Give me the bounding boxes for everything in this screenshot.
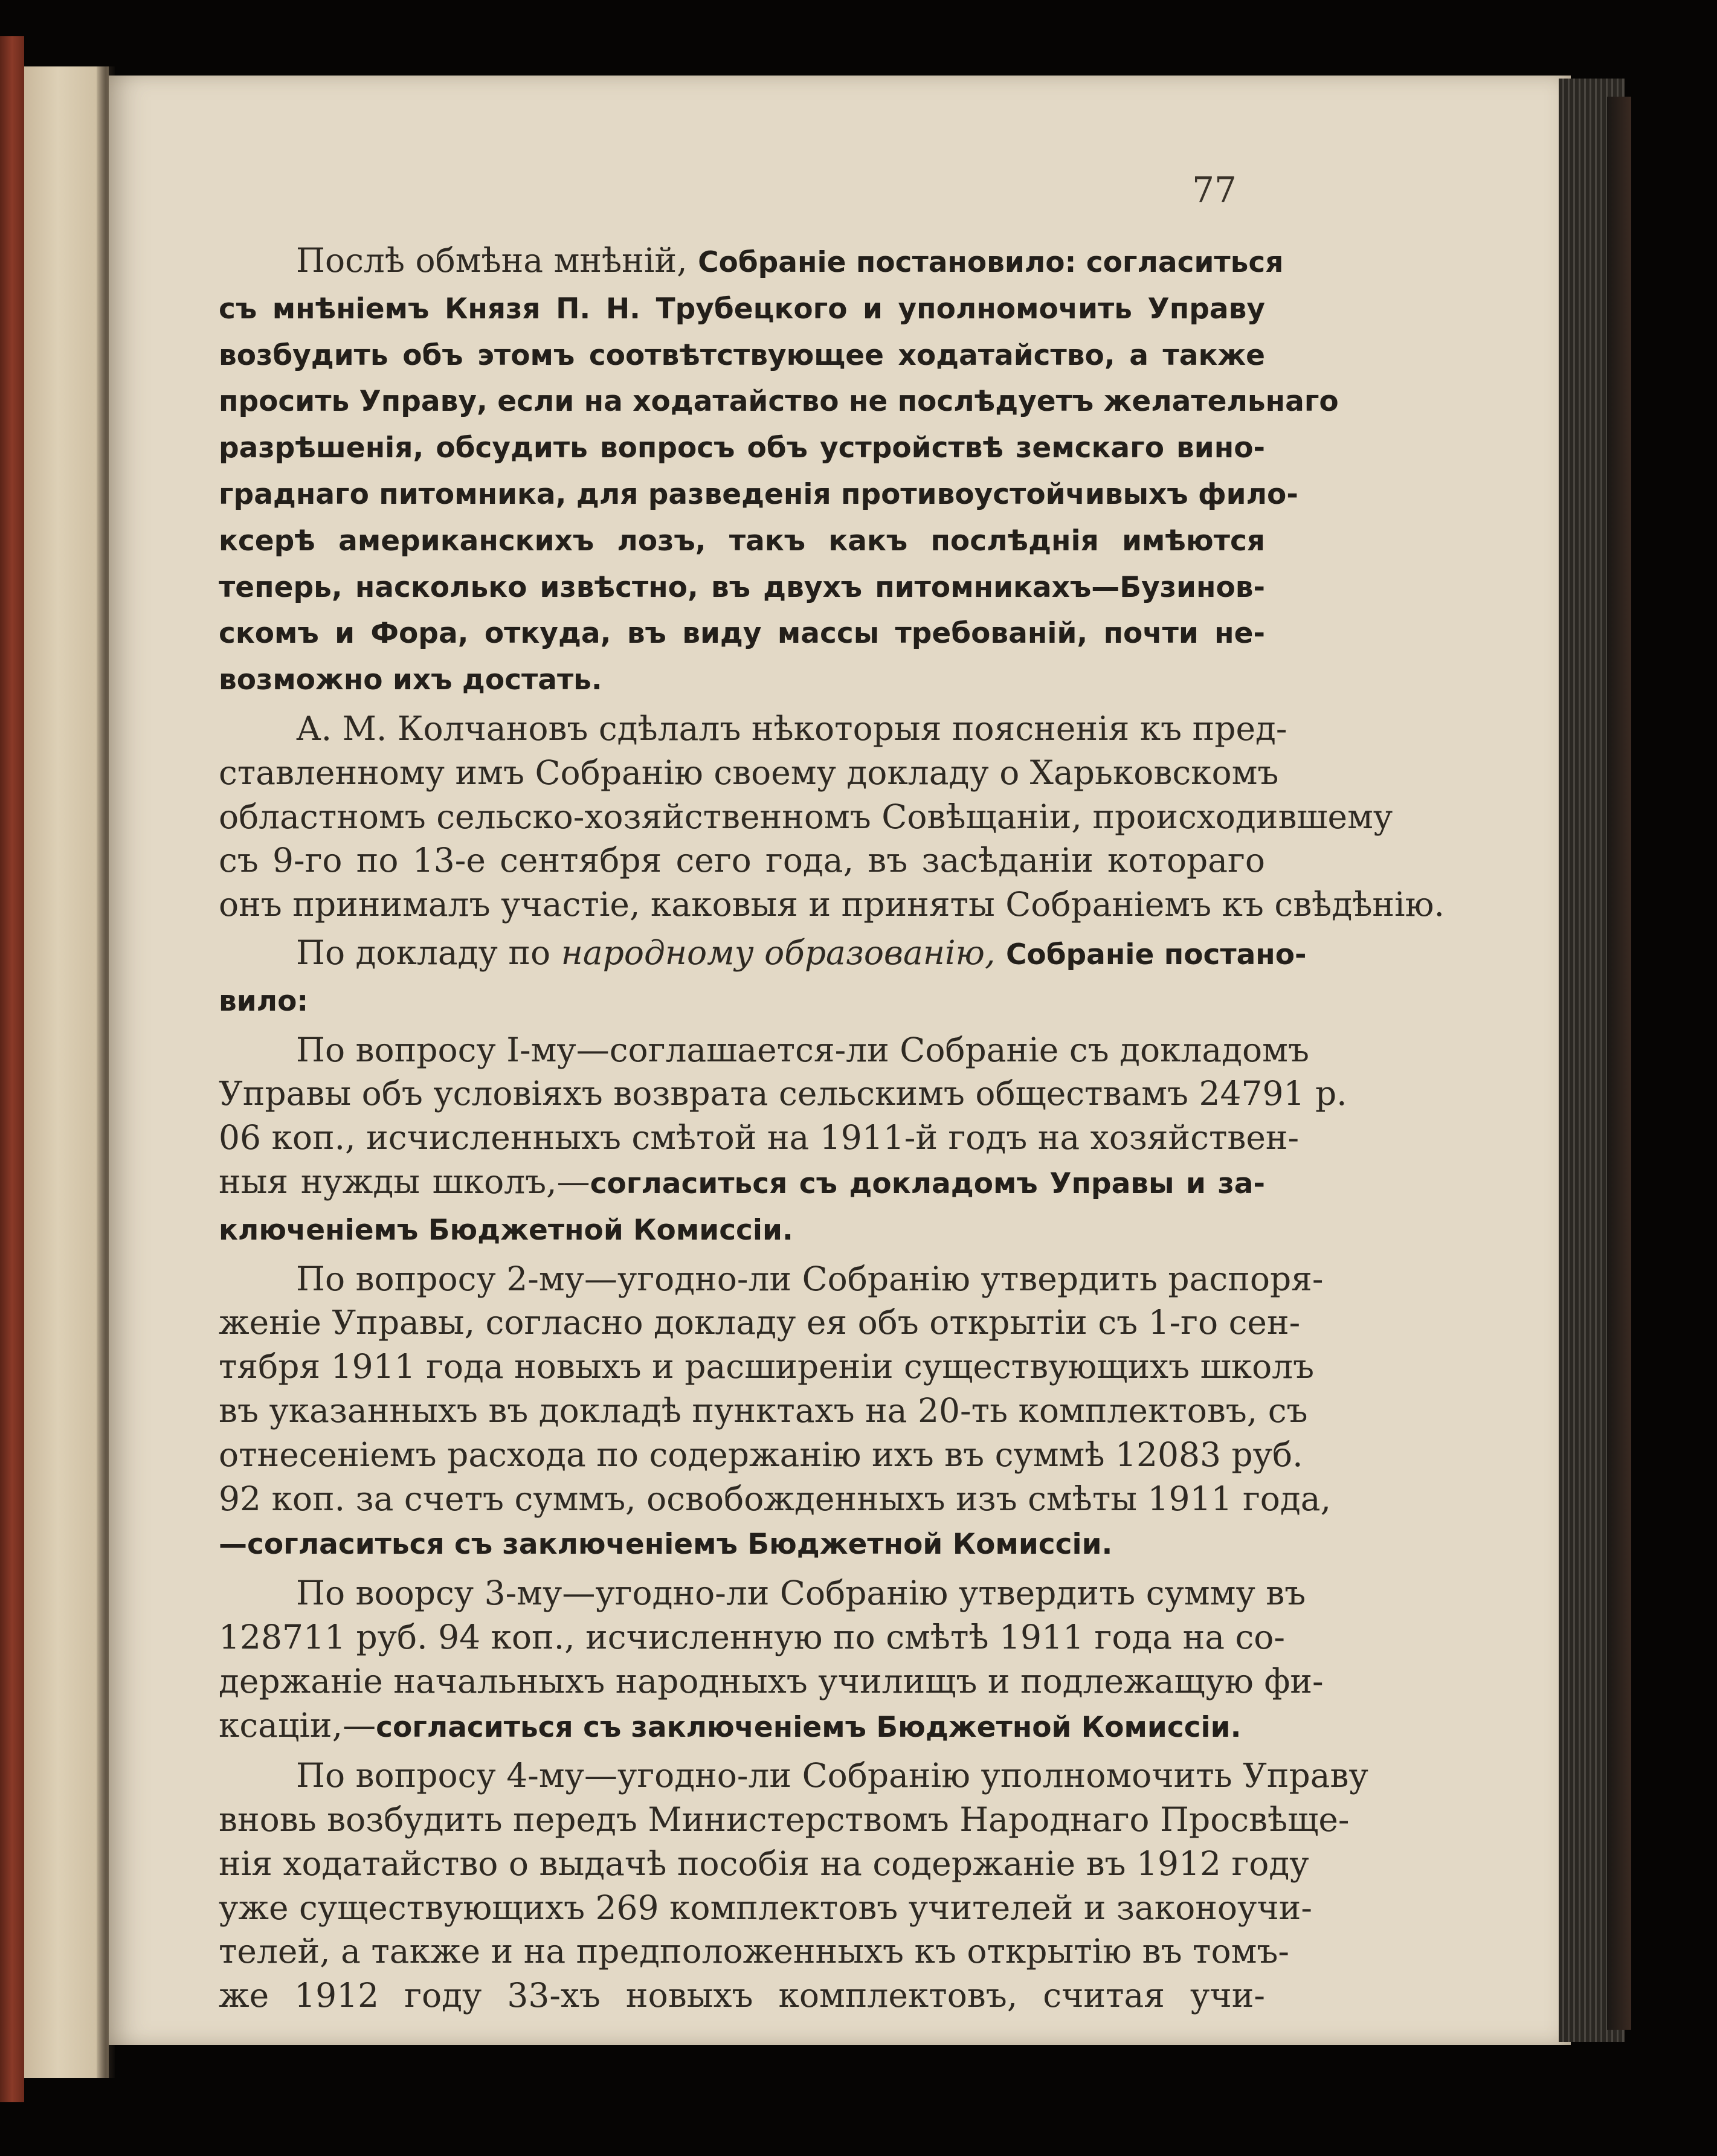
text-line [219,471,1298,517]
text-line: отнесеніемъ расхода по содержанію ихъ въ суммѣ 12083 руб. [219,1435,1303,1474]
bold-text: согласиться съ заключеніемъ Бюджетной Комиссіи. [376,1710,1242,1744]
bold-text: —согласиться съ заключеніемъ Бюджетной Комиссіи. [219,1528,1113,1562]
text-line: 128711 руб. 94 коп., исчисленную по смѣтѣ 1911 года на со- [219,1617,1285,1656]
bold-text: Собраніе постано- [1005,938,1307,971]
paragraph [219,1028,1347,1253]
bold-text: просить Управу, если на ходатайство не послѣдуетъ желательнаго [219,385,1339,419]
text-line: ставленному имъ Собранію своему докладу о Харьковскомъ [219,753,1279,792]
paragraph [219,239,1339,703]
text-line: По вопросу I-му—соглашается-ли Собраніе съ докладомъ [296,1030,1309,1069]
bold-text: разрѣшенія, обсудить вопросъ объ устройствѣ земскаго вино- [219,431,1265,465]
text-line: По воорсу 3-му—угодно-ли Собранію утвердить сумму въ [296,1574,1306,1613]
text-line: вновь возбудить передъ Министерствомъ Народнаго Просвѣще- [219,1800,1350,1839]
text-line: уже существующихъ 269 комплектовъ учителей и законоучи- [219,1888,1312,1927]
bold-text: согласиться съ докладомъ Управы и за- [590,1166,1265,1200]
text-line: же 1912 году 33-хъ новыхъ комплектовъ, считая учи- [219,1976,1265,2015]
text-line: въ указанныхъ въ докладѣ пунктахъ на 20-ть комплектовъ, съ [219,1391,1308,1430]
text-line: областномъ сельско-хозяйственномъ Совѣщаніи, происходившему [219,797,1393,836]
bold-text: ксерѣ американскихъ лозъ, такъ какъ послѣднія имѣются [219,524,1265,558]
bold-text: теперь, насколько извѣстно, въ двухъ питомникахъ—Бузинов- [219,570,1265,604]
page-number: 77 [1192,169,1237,210]
text-line: ксаціи,—согласиться съ заключеніемъ Бюджетной Комиссіи. [219,1705,1242,1745]
bold-text: съ мнѣніемъ Князя П. Н. Трубецкого и уполномочить Управу [219,292,1265,326]
book-cover-right [1607,97,1631,2030]
text-line: По вопросу 4-му—угодно-ли Собранію уполномочить Управу [296,1756,1368,1795]
text-line: держаніе начальныхъ народныхъ училищъ и подлежащую фи- [219,1661,1324,1701]
text-line [219,378,1339,424]
text-line [219,424,1265,471]
bold-text: скомъ и Фора, откуда, въ виду массы требованій, почти не- [219,617,1265,651]
paragraph [219,1571,1324,1749]
book-cover-left [0,36,24,2102]
text-line [219,1206,1265,1253]
bold-text: Собраніе постановило: согласиться [698,246,1284,279]
text-line [219,977,1265,1024]
text-line: Управы объ условіяхъ возврата сельскимъ обществамъ 24791 р. [219,1074,1347,1113]
paragraph [219,707,1445,927]
text-line: женіе Управы, согласно докладу ея объ открытіи съ 1-го сен- [219,1303,1301,1342]
text-line: По вопросу 2-му—угодно-ли Собранію утвердить распоря- [296,1259,1324,1298]
text-line: По докладу по народному образованію, Собраніе постано- [296,933,1307,972]
text-line: 06 коп., исчисленныхъ смѣтой на 1911-й годъ на хозяйствен- [219,1118,1300,1157]
text-line [219,1520,1265,1567]
bold-text: возможно ихъ достать. [219,663,602,697]
body-text [219,239,1445,2018]
text-line [219,564,1265,610]
text-line: ныя нужды школъ,—согласиться съ докладомъ Управы и за- [219,1162,1265,1201]
paragraph [219,1754,1368,2018]
text-line [219,285,1265,332]
text-line: А. М. Колчановъ сдѣлалъ нѣкоторыя поясненія къ пред- [296,709,1287,748]
text-line [219,332,1265,378]
text-line: онъ принималъ участіе, каковыя и приняты Собраніемъ къ свѣдѣнію. [219,885,1445,924]
paragraph [219,931,1307,1024]
text-line: Послѣ обмѣна мнѣній, Собраніе постановило: согласиться [296,241,1284,280]
text-line: нія ходатайство о выдачѣ пособія на содержаніе въ 1912 году [219,1844,1309,1883]
text-line: 92 коп. за счетъ суммъ, освобожденныхъ изъ смѣты 1911 года, [219,1479,1332,1518]
text-line: тября 1911 года новыхъ и расширеніи существующихъ школъ [219,1347,1315,1386]
text-line [219,656,1265,703]
text-line [219,517,1265,564]
bold-text: граднаго питомника, для разведенія противоустойчивыхъ фило- [219,477,1298,511]
text-line [219,610,1265,656]
paragraph [219,1257,1332,1568]
text-line: телей, а также и на предположенныхъ къ открытію въ томъ- [219,1932,1289,1971]
bold-text: возбудить объ этомъ соотвѣтствующее ходатайство, а также [219,338,1265,372]
left-page-edge [24,66,109,2078]
bold-text: ключеніемъ Бюджетной Комиссіи. [219,1213,793,1247]
text-line: съ 9-го по 13-е сентября сего года, въ засѣданіи котораго [219,841,1265,880]
italic-text: народному образованію, [561,933,996,972]
bold-text: вило: [219,984,309,1018]
